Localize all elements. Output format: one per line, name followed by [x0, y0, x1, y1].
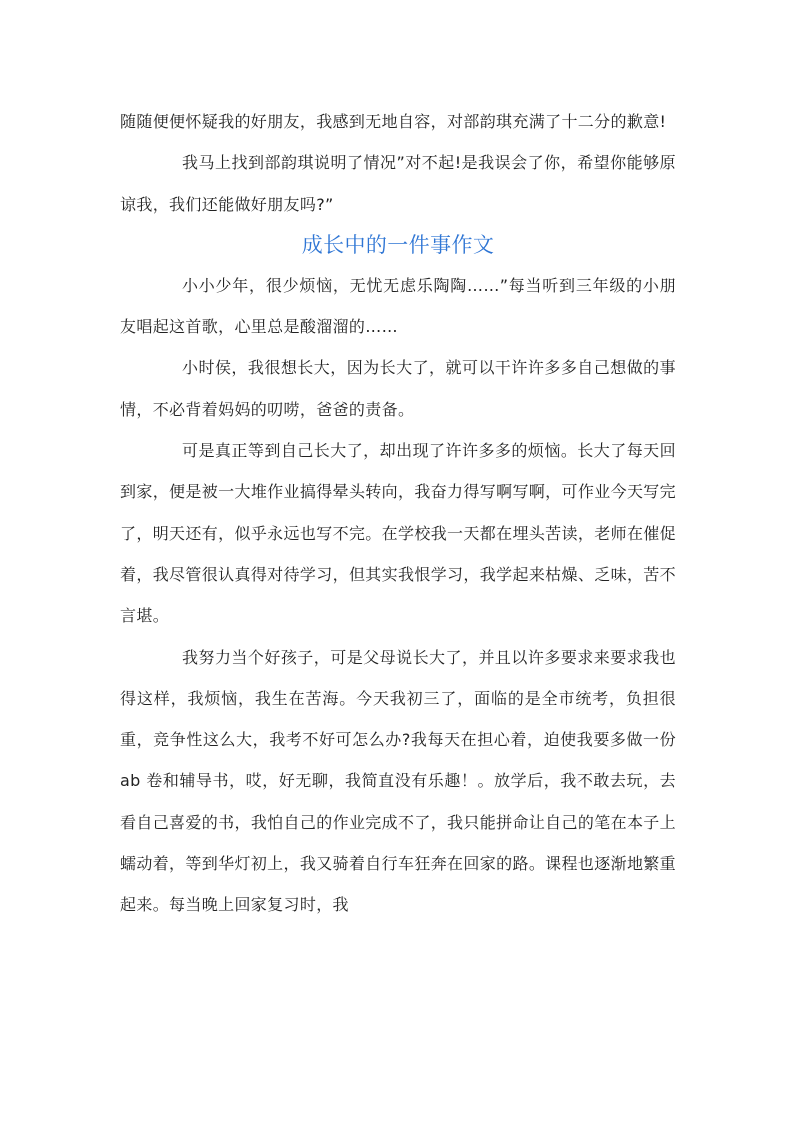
- paragraph-2: 小时侯，我很想长大，因为长大了，就可以干许许多多自己想做的事情，不必背着妈妈的叨唠，爸爸的责备。: [120, 358, 676, 419]
- paragraph-3: 可是真正等到自己长大了，却出现了许许多多的烦恼。长大了每天回到家，便是被一大堆作业搞得晕头转向，我奋力得写啊写啊，可作业今天写完了，明天还有，似乎永远也写不完。在学校我一天都在埋头苦读，老师在催促着，我尽管很认真得对待学习，但其实我恨学习，我学起来枯燥、乏味，苦不言堪。: [120, 441, 676, 626]
- paragraph-1: 小小少年，很少烦恼，无忧无虑乐陶陶……”每当听到三年级的小朋友唱起这首歌，心里总是酸溜溜的……: [120, 275, 676, 337]
- essay-heading: 成长中的一件事作文: [301, 232, 495, 257]
- paragraph-intro-2: 我马上找到部韵琪说明了情况”对不起!是我误会了你，希望你能够原谅我，我们还能做好朋友吗?”: [120, 153, 676, 214]
- paragraph-intro-1: 随随便便怀疑我的好朋友，我感到无地自容，对部韵琪充满了十二分的歉意!: [120, 112, 667, 131]
- document-body: [120, 101, 676, 926]
- paragraph-4: 我努力当个好孩子，可是父母说长大了，并且以许多要求来要求我也得这样，我烦恼，我生在苦海。今天我初三了，面临的是全市统考，负担很重，竞争性这么大，我考不好可怎么办?我每天在担心着，迫使我要多做一份 ab 卷和辅导书，哎，好无聊，我简直没有乐趣！。放学后，我不敢去玩，去看自己喜爱的书，我怕自己的作业完成不了，我只能拼命让自己的笔在本子上蠕动着，等到华灯初上，我又骑着自行车狂奔在回家的路。课程也逐渐地繁重起来。每当晚上回家复习时，我: [120, 647, 676, 915]
